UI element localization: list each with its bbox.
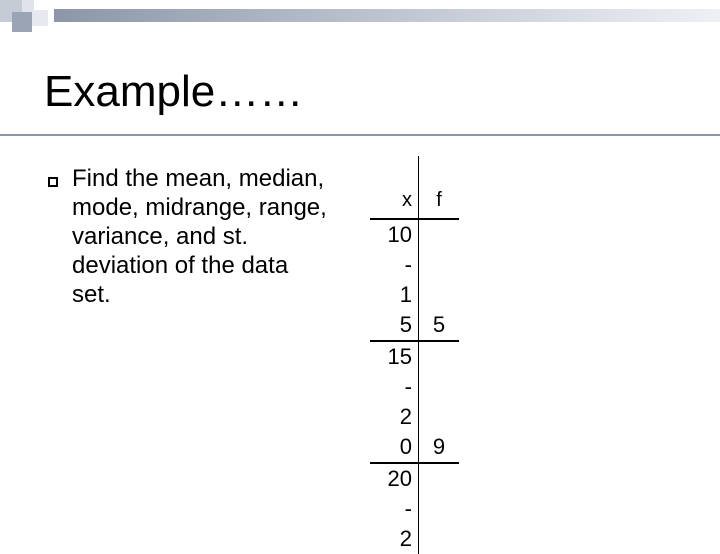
- class-cell: [370, 341, 419, 463]
- corner-square-dark: [12, 12, 32, 32]
- corner-square-light: [32, 10, 48, 26]
- slide-title: Example……: [44, 67, 304, 116]
- class-cell: [370, 463, 419, 554]
- class-text: 5: [399, 312, 412, 337]
- class-text: -: [404, 374, 412, 399]
- header-f: f: [436, 189, 442, 211]
- class-text: -: [404, 252, 412, 277]
- class-text: 0: [399, 434, 412, 459]
- bullet-text: Find the mean, median, mode, midrange, range, variance, and st. deviation of the data set.: [72, 165, 327, 308]
- square-bullet-icon: [48, 177, 58, 187]
- table-row: [370, 219, 459, 341]
- class-text: 10: [387, 222, 412, 247]
- table-row: [370, 463, 459, 554]
- top-gradient-bar: [54, 9, 720, 22]
- class-cell: [370, 219, 419, 341]
- frequency-text: 9: [432, 434, 446, 459]
- frequency-cell: [419, 463, 460, 554]
- frequency-cell: [419, 341, 460, 463]
- frequency-table: [370, 156, 459, 554]
- table-header-row: [370, 156, 459, 219]
- class-text: 2: [399, 404, 412, 429]
- frequency-text: 5: [432, 312, 446, 337]
- title-divider: [0, 134, 720, 136]
- class-text: 1: [399, 282, 412, 307]
- table-row: [370, 341, 459, 463]
- frequency-cell: [419, 219, 460, 341]
- header-x: x: [370, 156, 419, 219]
- class-text: 20: [387, 466, 412, 491]
- class-text: 2: [399, 526, 412, 551]
- class-text: 15: [387, 344, 412, 369]
- class-text: -: [404, 496, 412, 521]
